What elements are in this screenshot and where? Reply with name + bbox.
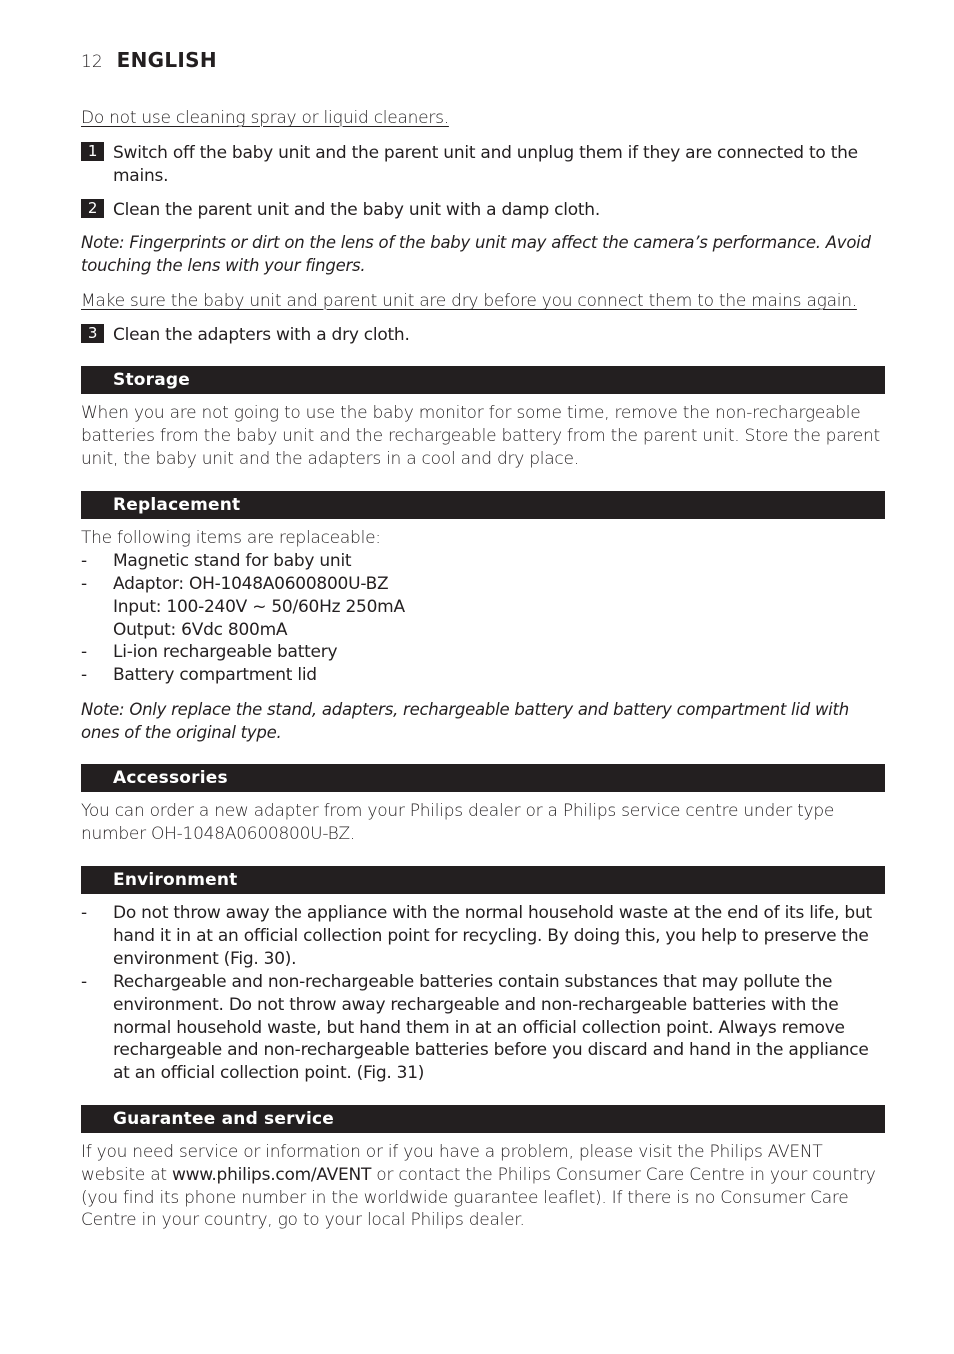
page-number: 12 — [81, 52, 103, 72]
step-text: Clean the parent unit and the baby unit with a damp cloth. — [113, 200, 600, 220]
section-heading-storage: Storage — [81, 366, 885, 394]
cleaning-step-2 — [81, 199, 887, 222]
step-text: Clean the adapters with a dry cloth. — [113, 325, 410, 345]
section-heading-environment: Environment — [81, 866, 885, 894]
list-item: - Adaptor: OH-1048A0600800U-BZ Input: 100-240V ~ 50/60Hz 250mA Output: 6Vdc 800mA — [81, 574, 405, 640]
section-heading-accessories: Accessories — [81, 764, 885, 792]
cleaning-step-1 — [81, 142, 887, 188]
guarantee-body: If you need service or information or if you have a problem, please visit the Philips AVENT website at www.philips.com/AVENT or contact the Philips Consumer Care Centre in your country (you find its phone number in the worldwide guarantee leaflet). If there is no Consumer Care Centre in your country, go to your local Philips dealer. — [81, 1142, 876, 1231]
step-number-badge: 1 — [81, 142, 104, 161]
accessories-body: You can order a new adapter from your Philips dealer or a Philips service centre under type number OH-1048A0600800U-BZ. — [81, 801, 835, 844]
cleaning-step-3 — [81, 324, 887, 347]
philips-avent-link[interactable]: www.philips.com/AVENT — [172, 1164, 372, 1185]
list-item: - Battery compartment lid — [81, 665, 317, 685]
cleaning-warning: Do not use cleaning spray or liquid cleaners. — [81, 108, 449, 128]
section-heading-guarantee: Guarantee and service — [81, 1105, 885, 1133]
page-header — [81, 48, 217, 74]
list-item: - Do not throw away the appliance with the normal household waste at the end of its life, but hand it in at an official collection point for recycling. By doing this, you help to preserve the environment (Fig. 30). — [81, 903, 872, 969]
list-item: - Li-ion rechargeable battery — [81, 642, 338, 662]
storage-body: When you are not going to use the baby monitor for some time, remove the non-rechargeable batteries from the baby unit and the rechargeable battery from the parent unit. Store the parent unit, the baby unit and the adapters in a cool and dry place. — [81, 403, 880, 469]
list-item: - Magnetic stand for baby unit — [81, 551, 352, 571]
list-item: - Rechargeable and non-rechargeable batteries contain substances that may pollute the environment. Do not throw away rechargeable and non-rechargeable batteries with the normal household waste, but hand them in at an official collection point. Always remove rechargeable and non-rechargeable batteries before you discard and hand in the appliance at an official collection point. (Fig. 31) — [81, 972, 869, 1084]
step-number-badge: 3 — [81, 324, 104, 343]
cleaning-dry-warning: Make sure the baby unit and parent unit are dry before you connect them to the mains again. — [81, 291, 857, 311]
step-text: Switch off the baby unit and the parent unit and unplug them if they are connected to the mains. — [113, 143, 858, 186]
step-number-badge: 2 — [81, 199, 104, 218]
replacement-intro: The following items are replaceable: — [81, 528, 381, 548]
language-heading: ENGLISH — [116, 48, 217, 72]
replacement-note: Note: Only replace the stand, adapters, rechargeable battery and battery compartment lid with ones of the original type. — [81, 700, 849, 742]
cleaning-note: Note: Fingerprints or dirt on the lens of the baby unit may affect the camera’s performance. Avoid touching the lens with your fingers. — [81, 233, 871, 275]
section-heading-replacement: Replacement — [81, 491, 885, 519]
